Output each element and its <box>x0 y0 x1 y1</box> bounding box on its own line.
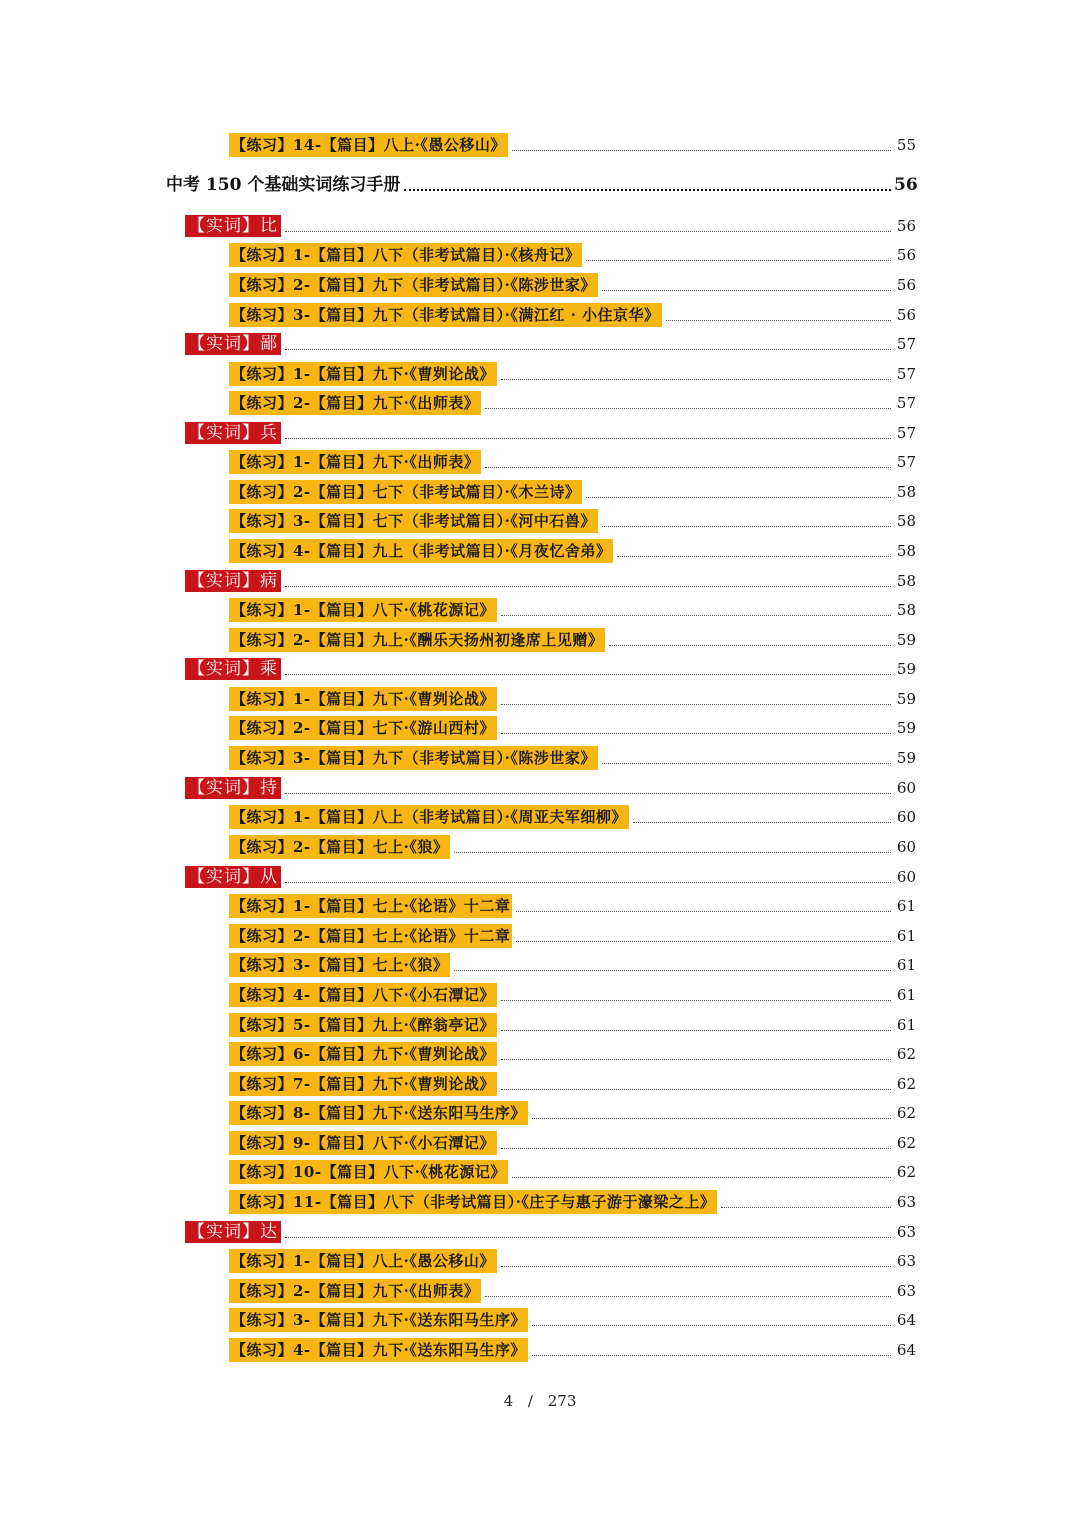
toc-label: 【实词】乘 <box>185 658 281 680</box>
dot-leader <box>617 556 891 557</box>
dot-leader <box>285 882 891 883</box>
toc-page-number: 56 <box>896 246 916 264</box>
toc-entry-row[interactable] <box>0 1100 1080 1126</box>
toc-chapter-row[interactable] <box>0 172 1080 198</box>
toc-label: 【实词】持 <box>185 777 281 799</box>
dot-leader <box>485 467 891 468</box>
toc-label: 【练习】2-【篇目】七下·《游山西村》 <box>229 716 497 740</box>
dot-leader <box>501 1089 891 1090</box>
toc-page-number: 61 <box>896 986 916 1004</box>
toc-page-number: 62 <box>896 1134 916 1152</box>
dot-leader <box>285 1237 891 1238</box>
toc-page-number: 56 <box>896 276 916 294</box>
toc-page-number: 61 <box>896 897 916 915</box>
toc-label: 【练习】7-【篇目】九下·《曹刿论战》 <box>229 1072 497 1096</box>
toc-label: 【实词】病 <box>185 570 281 592</box>
toc-page-number: 58 <box>896 542 916 560</box>
dot-leader <box>602 526 891 527</box>
toc-label: 【实词】兵 <box>185 422 281 444</box>
toc-word-row[interactable] <box>0 213 1080 239</box>
toc-entry-row[interactable] <box>0 390 1080 416</box>
toc-label: 【练习】5-【篇目】九上·《醉翁亭记》 <box>229 1013 497 1037</box>
toc-label: 【练习】1-【篇目】九下·《出师表》 <box>229 450 481 474</box>
toc-page-number: 63 <box>896 1193 916 1211</box>
dot-leader <box>404 189 891 191</box>
toc-page-number: 64 <box>896 1341 916 1359</box>
toc-entry-row[interactable] <box>0 1337 1080 1363</box>
toc-label: 【实词】鄙 <box>185 333 281 355</box>
toc-entry-row[interactable] <box>0 479 1080 505</box>
toc-entry-row[interactable] <box>0 1248 1080 1274</box>
toc-label: 【练习】14-【篇目】八上·《愚公移山》 <box>229 133 508 157</box>
toc-page-number: 60 <box>896 808 916 826</box>
toc-entry-row[interactable] <box>0 1071 1080 1097</box>
dot-leader <box>532 1355 891 1356</box>
toc-label: 【练习】1-【篇目】九下·《曹刿论战》 <box>229 687 497 711</box>
toc-entry-row[interactable] <box>0 834 1080 860</box>
toc-page-number: 63 <box>896 1252 916 1270</box>
toc-word-row[interactable] <box>0 568 1080 594</box>
toc-page-number: 59 <box>896 631 916 649</box>
toc-label: 【练习】1-【篇目】七上·《论语》十二章 <box>229 894 512 918</box>
toc-label: 【练习】3-【篇目】九下（非考试篇目）·《陈涉世家》 <box>229 746 598 770</box>
toc-entry-row[interactable] <box>0 982 1080 1008</box>
dot-leader <box>285 586 891 587</box>
toc-entry-row[interactable] <box>0 1130 1080 1156</box>
toc-page-number: 63 <box>896 1282 916 1300</box>
dot-leader <box>633 822 891 823</box>
toc-label: 【练习】2-【篇目】九上·《酬乐天扬州初逢席上见赠》 <box>229 628 605 652</box>
toc-label: 【练习】2-【篇目】九下·《出师表》 <box>229 391 481 415</box>
dot-leader <box>602 763 891 764</box>
toc-label: 【练习】9-【篇目】八下·《小石潭记》 <box>229 1131 497 1155</box>
toc-label: 【练习】1-【篇目】八下（非考试篇目）·《核舟记》 <box>229 243 582 267</box>
dot-leader <box>501 1000 891 1001</box>
toc-word-row[interactable] <box>0 864 1080 890</box>
toc-page-number: 57 <box>896 335 916 353</box>
dot-leader <box>666 320 891 321</box>
toc-label: 【练习】2-【篇目】七上·《论语》十二章 <box>229 924 512 948</box>
toc-page-number: 59 <box>896 690 916 708</box>
toc-entry-row[interactable] <box>0 1278 1080 1304</box>
toc-entry-row[interactable] <box>0 893 1080 919</box>
toc-page-number: 62 <box>896 1045 916 1063</box>
dot-leader <box>285 793 891 794</box>
toc-page-number: 57 <box>896 394 916 412</box>
toc-entry-row[interactable] <box>0 449 1080 475</box>
dot-leader <box>501 615 891 616</box>
toc-label: 【练习】4-【篇目】八下·《小石潭记》 <box>229 983 497 1007</box>
toc-entry-row[interactable] <box>0 715 1080 741</box>
toc-page-number: 57 <box>896 453 916 471</box>
toc-page-number: 60 <box>896 779 916 797</box>
toc-page-number: 60 <box>896 838 916 856</box>
toc-page-number: 60 <box>896 868 916 886</box>
toc-label: 【实词】达 <box>185 1221 281 1243</box>
dot-leader <box>454 970 891 971</box>
toc-label: 【练习】3-【篇目】七上·《狼》 <box>229 953 450 977</box>
toc-word-row[interactable] <box>0 775 1080 801</box>
toc-page-number: 59 <box>896 660 916 678</box>
toc-word-row[interactable] <box>0 656 1080 682</box>
toc-page-number: 58 <box>896 601 916 619</box>
toc-label: 【练习】8-【篇目】九下·《送东阳马生序》 <box>229 1101 528 1125</box>
toc-page-number: 61 <box>896 956 916 974</box>
toc-entry-row[interactable] <box>0 272 1080 298</box>
toc-entry-row[interactable] <box>0 1041 1080 1067</box>
dot-leader <box>285 231 891 232</box>
toc-entry-row[interactable] <box>0 1012 1080 1038</box>
dot-leader <box>501 733 891 734</box>
toc-entry-row[interactable] <box>0 1307 1080 1333</box>
toc-page-number: 56 <box>894 175 918 195</box>
toc-label: 【练习】3-【篇目】九下·《送东阳马生序》 <box>229 1308 528 1332</box>
toc-entry-row[interactable] <box>0 538 1080 564</box>
toc-entry-row[interactable] <box>0 1189 1080 1215</box>
dot-leader <box>512 150 891 151</box>
toc-label: 【练习】6-【篇目】九下·《曹刿论战》 <box>229 1042 497 1066</box>
toc-label: 【练习】2-【篇目】九下（非考试篇目）·《陈涉世家》 <box>229 273 598 297</box>
toc-entry-row[interactable] <box>0 686 1080 712</box>
dot-leader <box>285 438 891 439</box>
dot-leader <box>285 349 891 350</box>
dot-leader <box>602 290 891 291</box>
toc-word-row[interactable] <box>0 420 1080 446</box>
dot-leader <box>586 497 891 498</box>
toc-entry-row[interactable] <box>0 132 1080 158</box>
toc-label: 【练习】2-【篇目】七下（非考试篇目）·《木兰诗》 <box>229 480 582 504</box>
toc-label: 【练习】10-【篇目】八下·《桃花源记》 <box>229 1160 508 1184</box>
toc-page-number: 57 <box>896 424 916 442</box>
toc-entry-row[interactable] <box>0 597 1080 623</box>
toc-entry-row[interactable] <box>0 508 1080 534</box>
current-page-number: 4 <box>503 1392 514 1410</box>
toc-page-number: 55 <box>896 136 916 154</box>
toc-page-number: 59 <box>896 749 916 767</box>
dot-leader <box>516 911 891 912</box>
dot-leader <box>501 1148 891 1149</box>
dot-leader <box>516 941 891 942</box>
page-separator: / <box>527 1392 533 1410</box>
page-footer <box>0 1392 1080 1410</box>
toc-label: 【实词】比 <box>185 215 281 237</box>
toc-page-number: 61 <box>896 1016 916 1034</box>
toc-page-number: 61 <box>896 927 916 945</box>
toc-label: 【练习】2-【篇目】九下·《出师表》 <box>229 1279 481 1303</box>
toc-label: 【练习】1-【篇目】八上（非考试篇目）·《周亚夫军细柳》 <box>229 805 629 829</box>
toc-entry-row[interactable] <box>0 952 1080 978</box>
toc-entry-row[interactable] <box>0 361 1080 387</box>
toc-page-number: 62 <box>896 1104 916 1122</box>
toc-entry-row[interactable] <box>0 1159 1080 1185</box>
toc-page-number: 62 <box>896 1075 916 1093</box>
dot-leader <box>532 1325 891 1326</box>
toc-page-number: 56 <box>896 306 916 324</box>
toc-entry-row[interactable] <box>0 745 1080 771</box>
toc-label: 【练习】2-【篇目】七上·《狼》 <box>229 835 450 859</box>
total-pages: 273 <box>547 1392 577 1410</box>
toc-entry-row[interactable] <box>0 242 1080 268</box>
toc-label: 【练习】4-【篇目】九下·《送东阳马生序》 <box>229 1338 528 1362</box>
toc-page-number: 58 <box>896 483 916 501</box>
dot-leader <box>501 704 891 705</box>
toc-word-row[interactable] <box>0 1219 1080 1245</box>
toc-entry-row[interactable] <box>0 923 1080 949</box>
toc-page-number: 58 <box>896 512 916 530</box>
dot-leader <box>454 852 891 853</box>
toc-label: 【练习】11-【篇目】八下（非考试篇目）·《庄子与惠子游于濠梁之上》 <box>229 1190 717 1214</box>
toc-page-number: 56 <box>896 217 916 235</box>
toc-word-row[interactable] <box>0 331 1080 357</box>
dot-leader <box>485 1296 891 1297</box>
dot-leader <box>501 1266 891 1267</box>
toc-label: 【练习】1-【篇目】八上·《愚公移山》 <box>229 1249 497 1273</box>
dot-leader <box>501 379 891 380</box>
toc-label: 【练习】1-【篇目】八下·《桃花源记》 <box>229 598 497 622</box>
toc-label: 【练习】3-【篇目】九下（非考试篇目）·《满江红 · 小住京华》 <box>229 303 662 327</box>
toc-page-number: 59 <box>896 719 916 737</box>
toc-page-number: 58 <box>896 572 916 590</box>
dot-leader <box>721 1207 891 1208</box>
dot-leader <box>586 260 891 261</box>
dot-leader <box>532 1118 891 1119</box>
toc-label: 【练习】1-【篇目】九下·《曹刿论战》 <box>229 362 497 386</box>
toc-page-number: 64 <box>896 1311 916 1329</box>
dot-leader <box>609 645 891 646</box>
toc-label: 【练习】3-【篇目】七下（非考试篇目）·《河中石兽》 <box>229 509 598 533</box>
dot-leader <box>501 1030 891 1031</box>
toc-label: 中考 150 个基础实词练习手册 <box>166 175 401 195</box>
toc-page-number: 57 <box>896 365 916 383</box>
dot-leader <box>485 408 891 409</box>
toc-entry-row[interactable] <box>0 804 1080 830</box>
dot-leader <box>501 1059 891 1060</box>
dot-leader <box>285 674 891 675</box>
toc-entry-row[interactable] <box>0 627 1080 653</box>
toc-label: 【练习】4-【篇目】九上（非考试篇目）·《月夜忆舍弟》 <box>229 539 613 563</box>
toc-label: 【实词】从 <box>185 866 281 888</box>
toc-page-number: 62 <box>896 1163 916 1181</box>
toc-page-number: 63 <box>896 1223 916 1241</box>
dot-leader <box>512 1177 891 1178</box>
toc-entry-row[interactable] <box>0 302 1080 328</box>
